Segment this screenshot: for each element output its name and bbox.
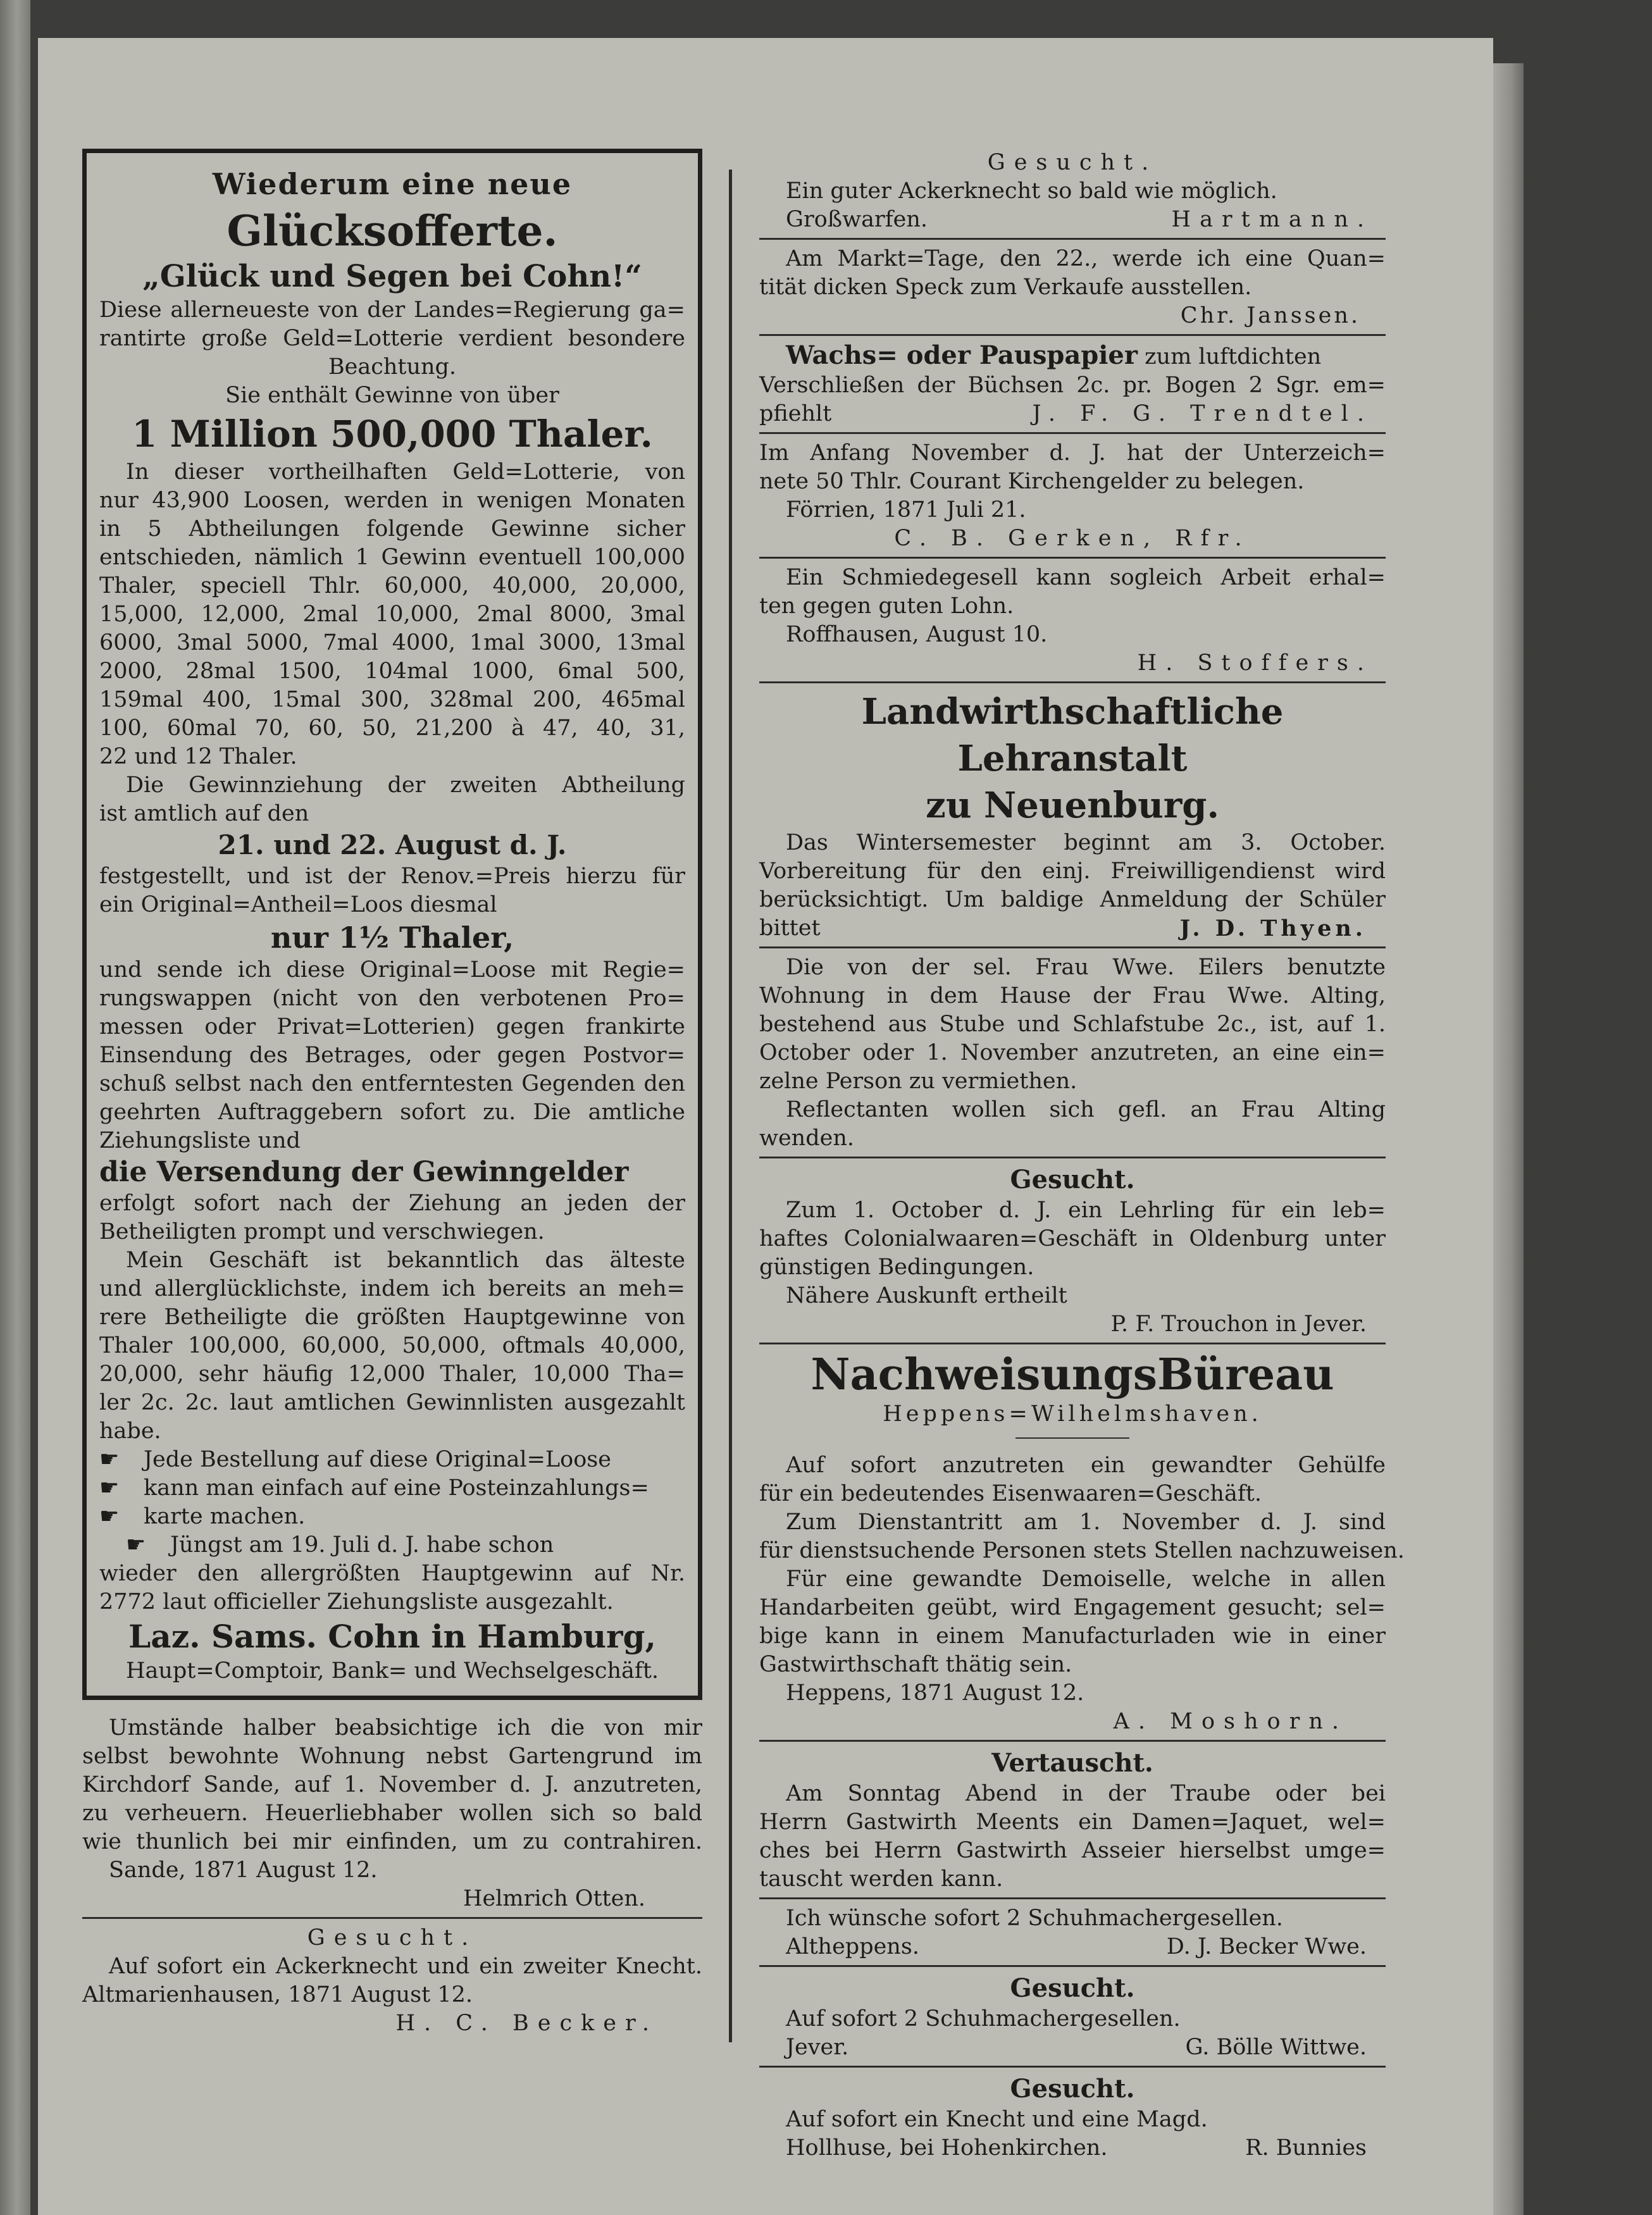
ad-separator — [759, 1965, 1386, 1967]
text-line: Diese allerneueste von der Landes=Regierung ga= — [99, 297, 685, 323]
text-line: Betheiligten prompt und verschwiegen. — [99, 1219, 545, 1244]
text-line: 100, 60mal 70, 60, 50, 21,200 à 47, 40, 31, — [99, 716, 685, 741]
boelle-advertisement — [759, 1972, 1386, 2062]
text-line: ches bei Herrn Gastwirth Asseier hierselbst umge= — [759, 1838, 1386, 1863]
nachweisungs-bureau-advertisement — [759, 1349, 1405, 1736]
text-line: wieder den allergrößten Hauptgewinn auf Nr. — [99, 1561, 685, 1586]
lottery-lead: Sie enthält Gewinne von über — [225, 383, 559, 408]
pointing-hand-icon: ☛ — [126, 1532, 146, 1558]
otten-advertisement — [82, 1714, 702, 1913]
text-line: günstigen Bedingungen. — [759, 1255, 1034, 1280]
text-line: Altmarienhausen, 1871 August 12. — [82, 1982, 473, 2007]
ad-heading: Gesucht. — [1010, 1973, 1135, 2003]
ad-separator — [759, 1740, 1386, 1742]
lottery-slogan: „Glück und Segen bei Cohn!“ — [142, 259, 642, 294]
text-line: In dieser vortheilhaften Geld=Lotterie, von — [126, 459, 685, 485]
text-line: rungswappen (nicht von den verbotenen Pro= — [99, 986, 685, 1011]
ad-separator — [759, 557, 1386, 559]
text-line: Thaler, speciell Thlr. 60,000, 40,000, 20,000, — [99, 573, 685, 599]
lottery-advertisement — [82, 149, 702, 1700]
lottery-headline: Glücksofferte. — [227, 206, 558, 256]
text-line: bige kann in einem Manufacturladen wie in einer — [759, 1623, 1386, 1649]
text-line: und sende ich diese Original=Loose mit Regie= — [99, 957, 685, 983]
text-line: Beachtung. — [328, 354, 457, 380]
ad-heading: zu Neuenburg. — [926, 785, 1219, 826]
place-signature-line: Großwarfen. Hartmann. — [786, 207, 1373, 232]
text-line: 15,000, 12,000, 2mal 10,000, 2mal 8000, 3mal — [99, 602, 685, 627]
text-line: 22 und 12 Thaler. — [99, 744, 297, 769]
text-line: Ziehungsliste und — [99, 1128, 301, 1153]
left-column — [82, 149, 702, 2038]
text-line: Die von der sel. Frau Wwe. Eilers benutzte — [786, 955, 1386, 980]
text-line: Herrn Gastwirth Meents ein Damen=Jaquet, wel= — [759, 1809, 1386, 1835]
text-line: nete 50 Thlr. Courant Kirchengelder zu belegen. — [759, 469, 1305, 494]
place-date: Förrien, 1871 Juli 21. — [786, 497, 1026, 523]
text-line: ☛ kann man einfach auf eine Posteinzahlungs= — [99, 1474, 685, 1503]
text-line: für dienstsuchende Personen stets Stellen nachzuweisen. — [759, 1538, 1405, 1563]
lottery-prize-list — [99, 458, 685, 771]
hartmann-advertisement — [759, 149, 1386, 234]
text-line: ten gegen guten Lohn. — [759, 593, 1014, 619]
signature: H. C. Becker. — [395, 2011, 658, 2036]
lottery-payout-info — [99, 1189, 685, 1246]
text-line: Auf sofort anzutreten ein gewandter Gehülfe — [786, 1453, 1386, 1478]
short-rule — [1015, 1437, 1129, 1439]
ad-separator — [759, 2066, 1386, 2068]
lottery-pointer-notes — [99, 1446, 685, 1531]
text-line: Für eine gewandte Demoiselle, welche in allen — [786, 1567, 1386, 1592]
signature: P. F. Trouchon in Jever. — [1110, 1312, 1367, 1337]
signature: A. Moshorn. — [1113, 1709, 1348, 1734]
text-line: wie thunlich bei mir einfinden, um zu contrahiren. — [82, 1829, 702, 1854]
pointing-hand-icon: ☛ — [99, 1504, 120, 1529]
text-line: Handarbeiten geübt, wird Engagement gesucht; sel= — [759, 1595, 1386, 1620]
signature: H. Stoffers. — [1137, 650, 1373, 676]
lehranstalt-advertisement — [759, 688, 1386, 943]
text-line: Am Markt=Tage, den 22., werde ich eine Quan= — [786, 246, 1386, 271]
pointing-hand-icon: ☛ — [99, 1447, 120, 1472]
text-line: Kirchdorf Sande, auf 1. November d. J. anzutreten, — [82, 1772, 702, 1797]
ad-heading: Vertauscht. — [991, 1748, 1153, 1778]
text-line: Gastwirthschaft thätig sein. — [759, 1652, 1072, 1677]
text-line: rantirte große Geld=Lotterie verdient besondere — [99, 326, 685, 351]
lottery-draw-info — [99, 771, 685, 828]
text-line: Zum Dienstantritt am 1. November d. J. sind — [786, 1510, 1386, 1535]
pointing-hand-icon: ☛ — [99, 1475, 120, 1501]
place-date: Roffhausen, August 10. — [786, 622, 1048, 647]
lottery-million: 1 Million 500,000 Thaler. — [132, 413, 653, 456]
text-line: Zum 1. October d. J. ein Lehrling für ein leb= — [786, 1198, 1386, 1223]
text-line: tität dicken Speck zum Verkaufe ausstellen. — [759, 275, 1252, 300]
text-line: Ein guter Ackerknecht so bald wie möglich. — [786, 178, 1277, 204]
previous-page-edge — [0, 0, 30, 2215]
text-line: 6000, 3mal 5000, 7mal 4000, 1mal 3000, 13mal — [99, 630, 685, 655]
text-line: 2000, 28mal 1500, 104mal 1000, 6mal 500, — [99, 659, 685, 684]
ad-heading: NachweisungsBüreau — [810, 1349, 1334, 1400]
text-line: Wachs= oder Pauspapier zum luftdichten — [786, 340, 1322, 370]
text-line: Nähere Auskunft ertheilt — [786, 1283, 1067, 1308]
lottery-renewal-info — [99, 862, 685, 919]
text-line: 20,000, sehr häufig 12,000 Thaler, 10,000 Tha= — [99, 1362, 685, 1387]
text-line: ler 2c. 2c. laut amtlichen Gewinnlisten ausgezahlt — [99, 1390, 685, 1415]
text-line: Ich wünsche sofort 2 Schuhmachergesellen. — [786, 1906, 1283, 1931]
lottery-firm-subtitle: Haupt=Comptoir, Bank= und Wechselgeschäft. — [125, 1658, 659, 1684]
column-divider — [729, 170, 732, 2042]
ad-separator — [759, 1343, 1386, 1344]
lottery-kicker: Wiederum eine neue — [212, 167, 573, 201]
ad-separator — [759, 946, 1386, 948]
trouchon-advertisement — [759, 1163, 1386, 1339]
signature: Chr. Janssen. — [1180, 303, 1360, 328]
text-line: 159mal 400, 15mal 300, 328mal 200, 465mal — [99, 687, 685, 712]
lottery-intro — [99, 296, 685, 382]
bunnies-advertisement — [759, 2073, 1386, 2162]
text-line: entschieden, nämlich 1 Gewinn eventuell 100,000 — [99, 545, 685, 570]
place-signature-line: Hollhuse, bei Hohenkirchen. R. Bunnies — [786, 2135, 1367, 2161]
page-stack-edge — [1493, 63, 1524, 2215]
text-line: zelne Person zu vermiethen. — [759, 1069, 1078, 1094]
text-line: Auf sofort 2 Schuhmachergesellen. — [786, 2006, 1181, 2032]
text-line: Im Anfang November d. J. hat der Unterzeich= — [759, 440, 1386, 466]
text-line: ein Original=Antheil=Loos diesmal — [99, 892, 497, 917]
text-line: Verschließen der Büchsen 2c. pr. Bogen 2 Sgr. em= — [759, 373, 1386, 398]
ad-separator — [759, 1157, 1386, 1158]
ad-heading: Landwirthschaftliche Lehranstalt — [861, 691, 1284, 779]
text-line: Die Gewinnziehung der zweiten Abtheilung — [126, 772, 685, 798]
text-line: geehrten Auftraggebern sofort zu. Die amtliche — [99, 1100, 685, 1125]
ad-separator — [82, 1917, 702, 1919]
text-line: Reflectanten wollen sich gefl. an Frau Alting — [786, 1097, 1386, 1122]
signature: Helmrich Otten. — [463, 1886, 645, 1911]
text-line: haftes Colonialwaaren=Geschäft in Oldenburg unter — [759, 1226, 1386, 1251]
text-line: Mein Geschäft ist bekanntlich das älteste — [126, 1248, 685, 1273]
place-date: Sande, 1871 August 12. — [109, 1858, 378, 1883]
text-line: Thaler 100,000, 60,000, 50,000, oftmals 40,000, — [99, 1333, 685, 1358]
lottery-draw-dates: 21. und 22. August d. J. — [218, 829, 567, 860]
vertauscht-advertisement — [759, 1747, 1386, 1894]
place-signature-line: Altheppens. D. J. Becker Wwe. — [786, 1934, 1367, 1959]
text-line: rere Betheiligte die größten Hauptgewinne von — [99, 1305, 685, 1330]
text-line: ist amtlich auf den — [99, 801, 309, 826]
text-line: October oder 1. November anzutreten, an eine ein= — [759, 1040, 1386, 1065]
text-line: berücksichtigt. Um baldige Anmeldung der Schüler — [759, 887, 1386, 912]
ad-separator — [759, 432, 1386, 434]
text-line: ☛ Jede Bestellung auf diese Original=Loose — [99, 1446, 685, 1474]
text-line: pfiehlt J. F. G. Trendtel. — [759, 401, 1373, 426]
text-line: ☛ karte machen. — [99, 1503, 685, 1531]
text-line: erfolgt sofort nach der Ziehung an jeden der — [99, 1191, 685, 1216]
text-line: Wohnung in dem Hause der Frau Wwe. Alting, — [759, 983, 1386, 1008]
text-line: Vorbereitung für den einj. Freiwilligendienst wird — [759, 859, 1386, 884]
text-line: für ein bedeutendes Eisenwaaren=Geschäft. — [759, 1481, 1262, 1506]
text-line: tauscht werden kann. — [759, 1866, 1003, 1892]
lottery-firm-name: Laz. Sams. Cohn in Hamburg, — [128, 1618, 656, 1655]
text-line: ☛ Jüngst am 19. Juli d. J. habe schon — [99, 1531, 685, 1560]
lottery-price: nur 1½ Thaler, — [270, 921, 514, 955]
trendtel-advertisement — [759, 341, 1386, 428]
text-line: bestehend aus Stube und Schlafstube 2c., ist, auf 1. — [759, 1012, 1386, 1037]
text-line: Auf sofort ein Knecht und eine Magd. — [786, 2107, 1208, 2132]
text-line: zu verheuern. Heuerliebhaber wollen sich so bald — [82, 1801, 702, 1826]
text-line: Ein Schmiedegesell kann sogleich Arbeit erhal= — [786, 565, 1386, 590]
ad-heading: Gesucht. — [1010, 1165, 1135, 1194]
text-line: Umstände halber beabsichtige ich die von mir — [109, 1715, 702, 1740]
becker-wwe-advertisement — [759, 1904, 1386, 1961]
text-line: Am Sonntag Abend in der Traube oder bei — [786, 1781, 1386, 1806]
text-line: habe. — [99, 1418, 161, 1444]
text-line: Auf sofort ein Ackerknecht und ein zweiter Knecht. — [109, 1954, 702, 1979]
ad-separator — [759, 681, 1386, 683]
ad-separator — [759, 1897, 1386, 1899]
becker-advertisement — [82, 1924, 702, 2038]
right-column — [759, 149, 1405, 2162]
place-signature-line: Jever. G. Bölle Wittwe. — [786, 2035, 1367, 2060]
text-line: wenden. — [759, 1126, 854, 1151]
ad-subheading: Heppens=Wilhelmshaven. — [883, 1401, 1262, 1427]
alting-advertisement — [759, 953, 1386, 1153]
ad-separator — [759, 334, 1386, 336]
lottery-business-claims — [99, 1246, 685, 1446]
text-line: in 5 Abtheilungen folgende Gewinne sicher — [99, 516, 685, 542]
text-line: Das Wintersemester beginnt am 3. October. — [786, 830, 1386, 855]
lottery-payout-heading: die Versendung der Gewinngelder — [99, 1156, 629, 1188]
text-line: nur 43,900 Loosen, werden in wenigen Monaten — [99, 488, 685, 513]
gerken-advertisement — [759, 439, 1386, 553]
text-line: schuß selbst nach den entferntesten Gegenden den — [99, 1071, 685, 1096]
text-line: bittet J. D. Thyen. — [759, 915, 1367, 941]
text-line: 2772 laut officieller Ziehungsliste ausgezahlt. — [99, 1589, 614, 1615]
lottery-recent-win — [99, 1531, 685, 1616]
text-line: selbst bewohnte Wohnung nebst Gartengrund im — [82, 1744, 702, 1769]
place-date: Heppens, 1871 August 12. — [786, 1680, 1084, 1706]
lottery-ordering-info — [99, 956, 685, 1155]
janssen-advertisement — [759, 245, 1386, 330]
ad-heading: Gesucht. — [307, 1925, 478, 1951]
text-line: festgestellt, und ist der Renov.=Preis hierzu für — [99, 864, 685, 889]
text-line: messen oder Privat=Lotterien) gegen frankirte — [99, 1014, 685, 1039]
stoffers-advertisement — [759, 564, 1386, 678]
ad-separator — [759, 238, 1386, 240]
ad-heading: Gesucht. — [987, 150, 1158, 175]
text-line: Einsendung des Betrages, oder gegen Postvor= — [99, 1043, 685, 1068]
signature: C. B. Gerken, Rfr. — [894, 526, 1251, 551]
ad-heading: Gesucht. — [1010, 2074, 1135, 2104]
text-line: und allerglücklichste, indem ich bereits an meh= — [99, 1276, 685, 1301]
